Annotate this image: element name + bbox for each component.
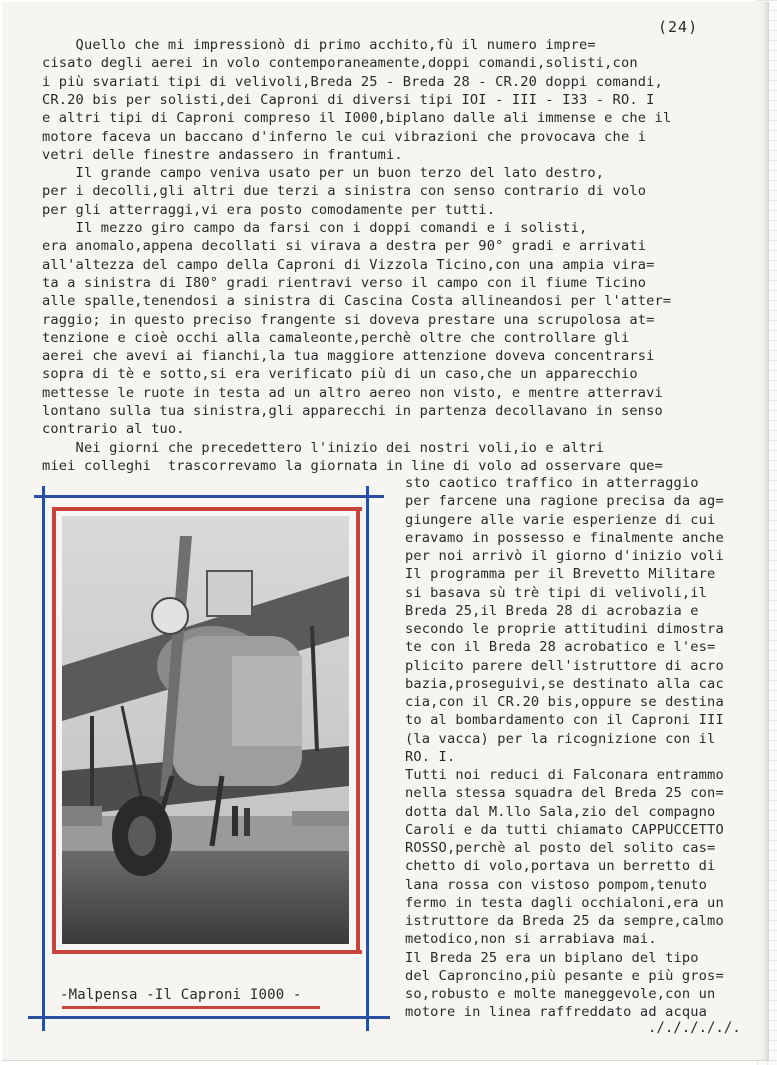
text-line: miei colleghi trascorrevamo la giornata in line di volo ad osservare que= xyxy=(42,457,663,474)
column-text-line: nella stessa squadra del Breda 25 con= xyxy=(405,785,724,802)
column-text-line: ROSSO,perchè al posto del solito cas= xyxy=(405,840,716,856)
text-line: Quello che mi impressionò di primo acchito,fù il numero impre= xyxy=(42,37,596,53)
text-line: aerei che avevi ai fianchi,la tua maggiore attenzione doveva concentrarsi xyxy=(42,348,655,365)
column-text-line: motore in linea raffreddato ad acqua xyxy=(405,1004,708,1021)
frame-right-red-line xyxy=(356,507,360,954)
column-text-line: sto caotico traffico in atterraggio xyxy=(405,475,699,491)
column-text-line: fermo in testa dagli occhialoni,era un xyxy=(405,894,724,911)
text-line: tenzione e cioè occhi alla camaleonte,perchè oltre che controllare gli xyxy=(42,329,630,346)
text-line: Il grande campo veniva usato per un buon terzo del lato destro, xyxy=(42,165,605,182)
text-line: Nei giorni che precedettero l'inizio dei nostri voli,io e altri xyxy=(42,439,605,456)
text-line: sopra di tè e sotto,si era verificato più di un caso,che un apparecchio xyxy=(42,366,638,383)
frame-bottom-red-line xyxy=(52,950,362,954)
caproni-biplane-image xyxy=(62,516,349,944)
column-text-line: secondo le proprie attitudini dimostra xyxy=(405,621,724,637)
photo-caption: -Malpensa -Il Caproni I000 - xyxy=(60,987,302,1003)
text-line: vetri delle finestre andassero in frantumi. xyxy=(42,146,403,163)
caption-underline xyxy=(62,1006,320,1009)
column-text-line: istruttore da Breda 25 da sempre,calmo xyxy=(405,913,724,929)
frame-left-red-line xyxy=(52,507,56,954)
frame-left-blue-line xyxy=(42,486,45,1031)
text-line: mettesse le ruote in testa ad un altro aereo non visto, e mentre atterravi xyxy=(42,384,663,401)
frame-bottom-blue-line xyxy=(28,1016,390,1019)
text-line: per gli atterraggi,vi era posto comodamente per tutti. xyxy=(42,201,496,218)
continuation-marks: ./././././. xyxy=(648,1020,741,1036)
text-line: raggio; in questo preciso frangente si doveva prestare una scrupolosa at= xyxy=(42,311,655,328)
text-line: Il mezzo giro campo da farsi con i doppi comandi e i solisti, xyxy=(42,220,588,236)
text-line: ta a sinistra di I80° gradi rientravi verso il campo con il fiume Ticino xyxy=(42,274,647,291)
text-line: all'altezza del campo della Caproni di Vizzola Ticino,con una ampia vira= xyxy=(42,256,655,273)
text-line: motore faceva un baccano d'inferno le cui vibrazioni che provocava che i xyxy=(42,128,647,145)
column-text-line: per farcene una ragione precisa da ag= xyxy=(405,493,724,510)
airplane-photo xyxy=(62,516,349,944)
column-text-line: si basava sù trè tipi di velivoli,il xyxy=(405,584,708,601)
column-text-line: bazia,proseguivi,se destinato alla cac xyxy=(405,675,724,692)
column-text-line: to al bombardamento con il Caproni III xyxy=(405,712,724,729)
column-text-line: te con il Breda 28 acrobatico e l'es= xyxy=(405,639,716,656)
text-line: alle spalle,tenendosi a sinistra di Cascina Costa allineandosi per l'atter= xyxy=(42,293,672,310)
column-text-line: (la vacca) per la ricognizione con il xyxy=(405,730,716,747)
column-text-line: so,robusto e molte maneggevole,con un xyxy=(405,986,716,1002)
column-text-line: RO. I. xyxy=(405,748,456,765)
column-text-line: Il Breda 25 era un biplano del tipo xyxy=(405,949,699,966)
frame-top-red-line xyxy=(52,507,362,511)
text-line: lontano sulla tua sinistra,gli apparecchi in partenza decollavano in senso xyxy=(42,403,663,419)
text-line: era anomalo,appena decollati si virava a destra per 90° gradi e arrivati xyxy=(42,238,647,255)
text-line: CR.20 bis per solisti,dei Caproni di diversi tipi IOI - III - I33 - RO. I xyxy=(42,91,655,108)
column-text-line: lana rossa con vistoso pompom,tenuto xyxy=(405,876,708,893)
column-text-line: Breda 25,il Breda 28 di acrobazia e xyxy=(405,602,699,619)
column-text-line: giungere alle varie esperienze di cui xyxy=(405,511,716,528)
column-text-line: eravamo in possesso e finalmente anche xyxy=(405,529,724,546)
column-text-line: plicito parere dell'istruttore di acro xyxy=(405,657,724,674)
column-text-line: per noi arrivò il giorno d'inizio voli xyxy=(405,548,724,564)
column-text-line: chetto di volo,portava un berretto di xyxy=(405,858,716,875)
column-text-line: Il programma per il Brevetto Militare xyxy=(405,566,716,583)
text-line: per i decolli,gli altri due terzi a sinistra con senso contrario di volo xyxy=(42,183,647,200)
text-line: i più svariati tipi di velivoli,Breda 25 - Breda 28 - CR.20 doppi comandi, xyxy=(42,73,663,90)
frame-top-blue-line xyxy=(34,495,384,498)
column-text-line: Tutti noi reduci di Falconara entrammo xyxy=(405,767,724,783)
column-text-line: metodico,non si arrabiava mai. xyxy=(405,931,657,948)
text-line: contrario al tuo. xyxy=(42,421,185,438)
text-line: cisato degli aerei in volo contemporaneamente,doppi comandi,solisti,con xyxy=(42,55,638,72)
column-text-line: dotta dal M.llo Sala,zio del compagno xyxy=(405,803,716,820)
column-text-line: Caroli e da tutti chiamato CAPPUCCETTO xyxy=(405,821,724,838)
frame-right-blue-line xyxy=(366,486,369,1031)
text-line: e altri tipi di Caproni compreso il I000,biplano dalle ali immense e che il xyxy=(42,110,672,127)
page-number: (24) xyxy=(658,18,699,36)
column-text-line: del Caproncino,più pesante e più gros= xyxy=(405,967,724,984)
column-text-line: cia,con il CR.20 bis,oppure se destina xyxy=(405,694,724,710)
